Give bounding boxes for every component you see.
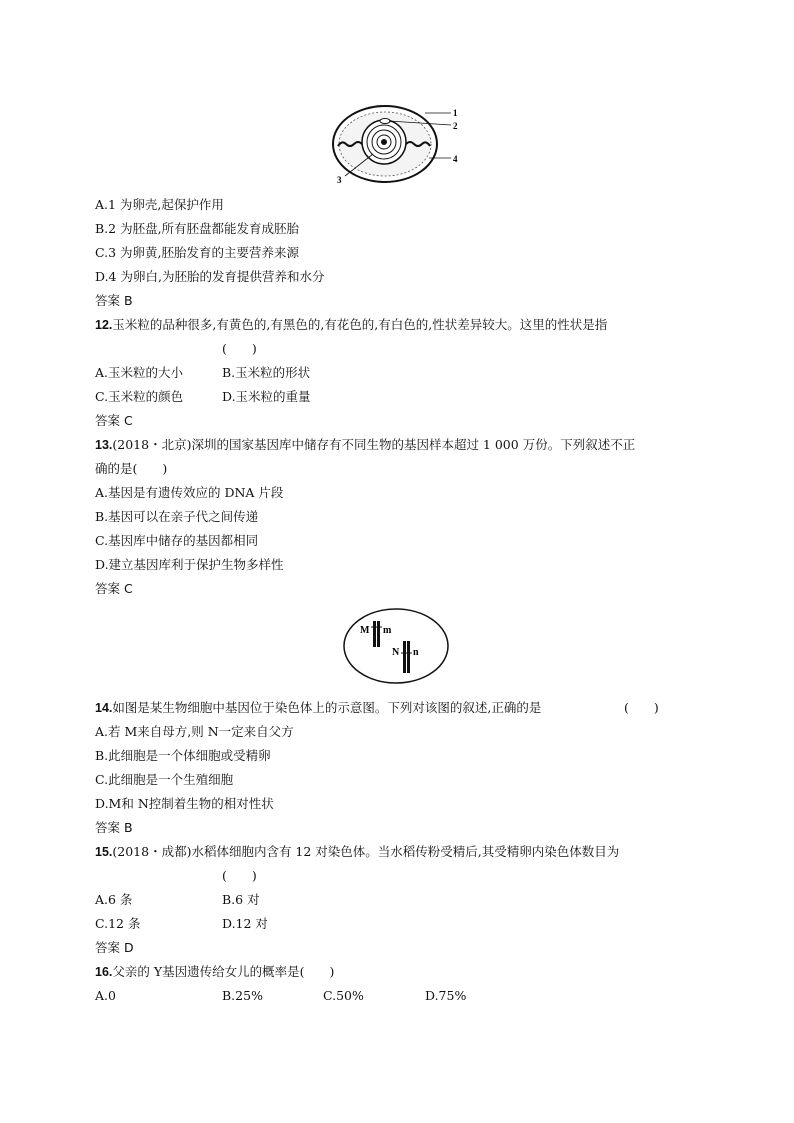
q14-number: 14.: [95, 701, 113, 715]
q11-option-c: C.3 为卵黄,胚胎发育的主要营养来源: [95, 245, 299, 260]
q12-answer: 答案 C: [95, 413, 133, 428]
egg-label-4: 4: [453, 154, 458, 164]
egg-label-3: 3: [337, 175, 342, 185]
q15-option-b: B.6 对: [222, 892, 260, 907]
q13-stem-line1: [95, 437, 635, 453]
q15-option-a: A.6 条: [95, 892, 133, 907]
q16-stem: [95, 964, 334, 980]
q12-number: 12.: [95, 318, 113, 332]
q13-answer: 答案 C: [95, 581, 133, 596]
q16-option-a: A.0: [95, 988, 116, 1003]
q15-option-c: C.12 条: [95, 916, 141, 931]
q12-stem-text: 玉米粒的品种很多,有黄色的,有黑色的,有花色的,有白色的,性状差异较大。这里的性状是指: [112, 317, 608, 332]
q14-option-d: D.M和 N控制着生物的相对性状: [95, 796, 274, 811]
q13-stem-line2: 确的是( ): [95, 461, 168, 476]
q15-stem: [95, 844, 619, 860]
egg-label-1: 1: [453, 108, 458, 118]
gene-label-n: n: [413, 647, 419, 658]
q16-stem-text: 父亲的 Y基因遗传给女儿的概率是( ): [112, 964, 335, 979]
q11-option-d: D.4 为卵白,为胚胎的发育提供营养和水分: [95, 269, 325, 284]
q15-paren: ( ): [222, 868, 257, 883]
q15-number: 15.: [95, 845, 113, 859]
q11-option-a: A.1 为卵壳,起保护作用: [95, 197, 224, 212]
q12-stem: [95, 317, 607, 333]
q11-answer: 答案 B: [95, 293, 133, 308]
q13-option-a: A.基因是有遗传效应的 DNA 片段: [95, 485, 284, 500]
q16-option-c: C.50%: [323, 988, 364, 1003]
cell-outline: [344, 609, 448, 683]
gene-label-m: m: [383, 625, 392, 636]
q12-option-c: C.玉米粒的颜色: [95, 389, 184, 404]
q16-option-b: B.25%: [222, 988, 263, 1003]
q14-stem-text: 如图是某生物细胞中基因位于染色体上的示意图。下列对该图的叙述,正确的是: [112, 700, 542, 715]
q16-number: 16.: [95, 965, 113, 979]
q13-option-c: C.基因库中储存的基因都相同: [95, 533, 259, 548]
q15-option-d: D.12 对: [222, 916, 268, 931]
q12-option-d: D.玉米粒的重量: [222, 389, 311, 404]
q14-stem: [95, 700, 541, 716]
q14-option-b: B.此细胞是一个体细胞或受精卵: [95, 748, 271, 763]
q12-option-a: A.玉米粒的大小: [95, 365, 184, 380]
gene-label-N: N: [392, 647, 400, 658]
q15-stem-text: (2018・成都)水稻体细胞内含有 12 对染色体。当水稻传粉受精后,其受精卵内染色体数目为: [112, 844, 620, 859]
q14-option-c: C.此细胞是一个生殖细胞: [95, 772, 234, 787]
cell-chromosome-figure: [340, 605, 455, 687]
q14-answer: 答案 B: [95, 820, 133, 835]
gene-label-M: M: [360, 625, 370, 636]
q11-option-b: B.2 为胚盘,所有胚盘都能发育成胚胎: [95, 221, 300, 236]
q14-paren: ( ): [624, 700, 659, 715]
q12-option-b: B.玉米粒的形状: [222, 365, 311, 380]
egg-label-2: 2: [453, 121, 458, 131]
q13-stem-text: (2018・北京)深圳的国家基因库中储存有不同生物的基因样本超过 1 000 万份。下列叙述不正: [112, 437, 636, 452]
q13-option-b: B.基因可以在亲子代之间传递: [95, 509, 259, 524]
q14-option-a: A.若 M来自母方,则 N一定来自父方: [95, 724, 294, 739]
egg-structure-figure: [325, 100, 475, 190]
q13-number: 13.: [95, 438, 113, 452]
egg-drawing: [333, 106, 451, 182]
q12-paren: ( ): [222, 341, 257, 356]
q16-option-d: D.75%: [425, 988, 467, 1003]
q15-answer: 答案 D: [95, 940, 134, 955]
q13-option-d: D.建立基因库利于保护生物多样性: [95, 557, 284, 572]
